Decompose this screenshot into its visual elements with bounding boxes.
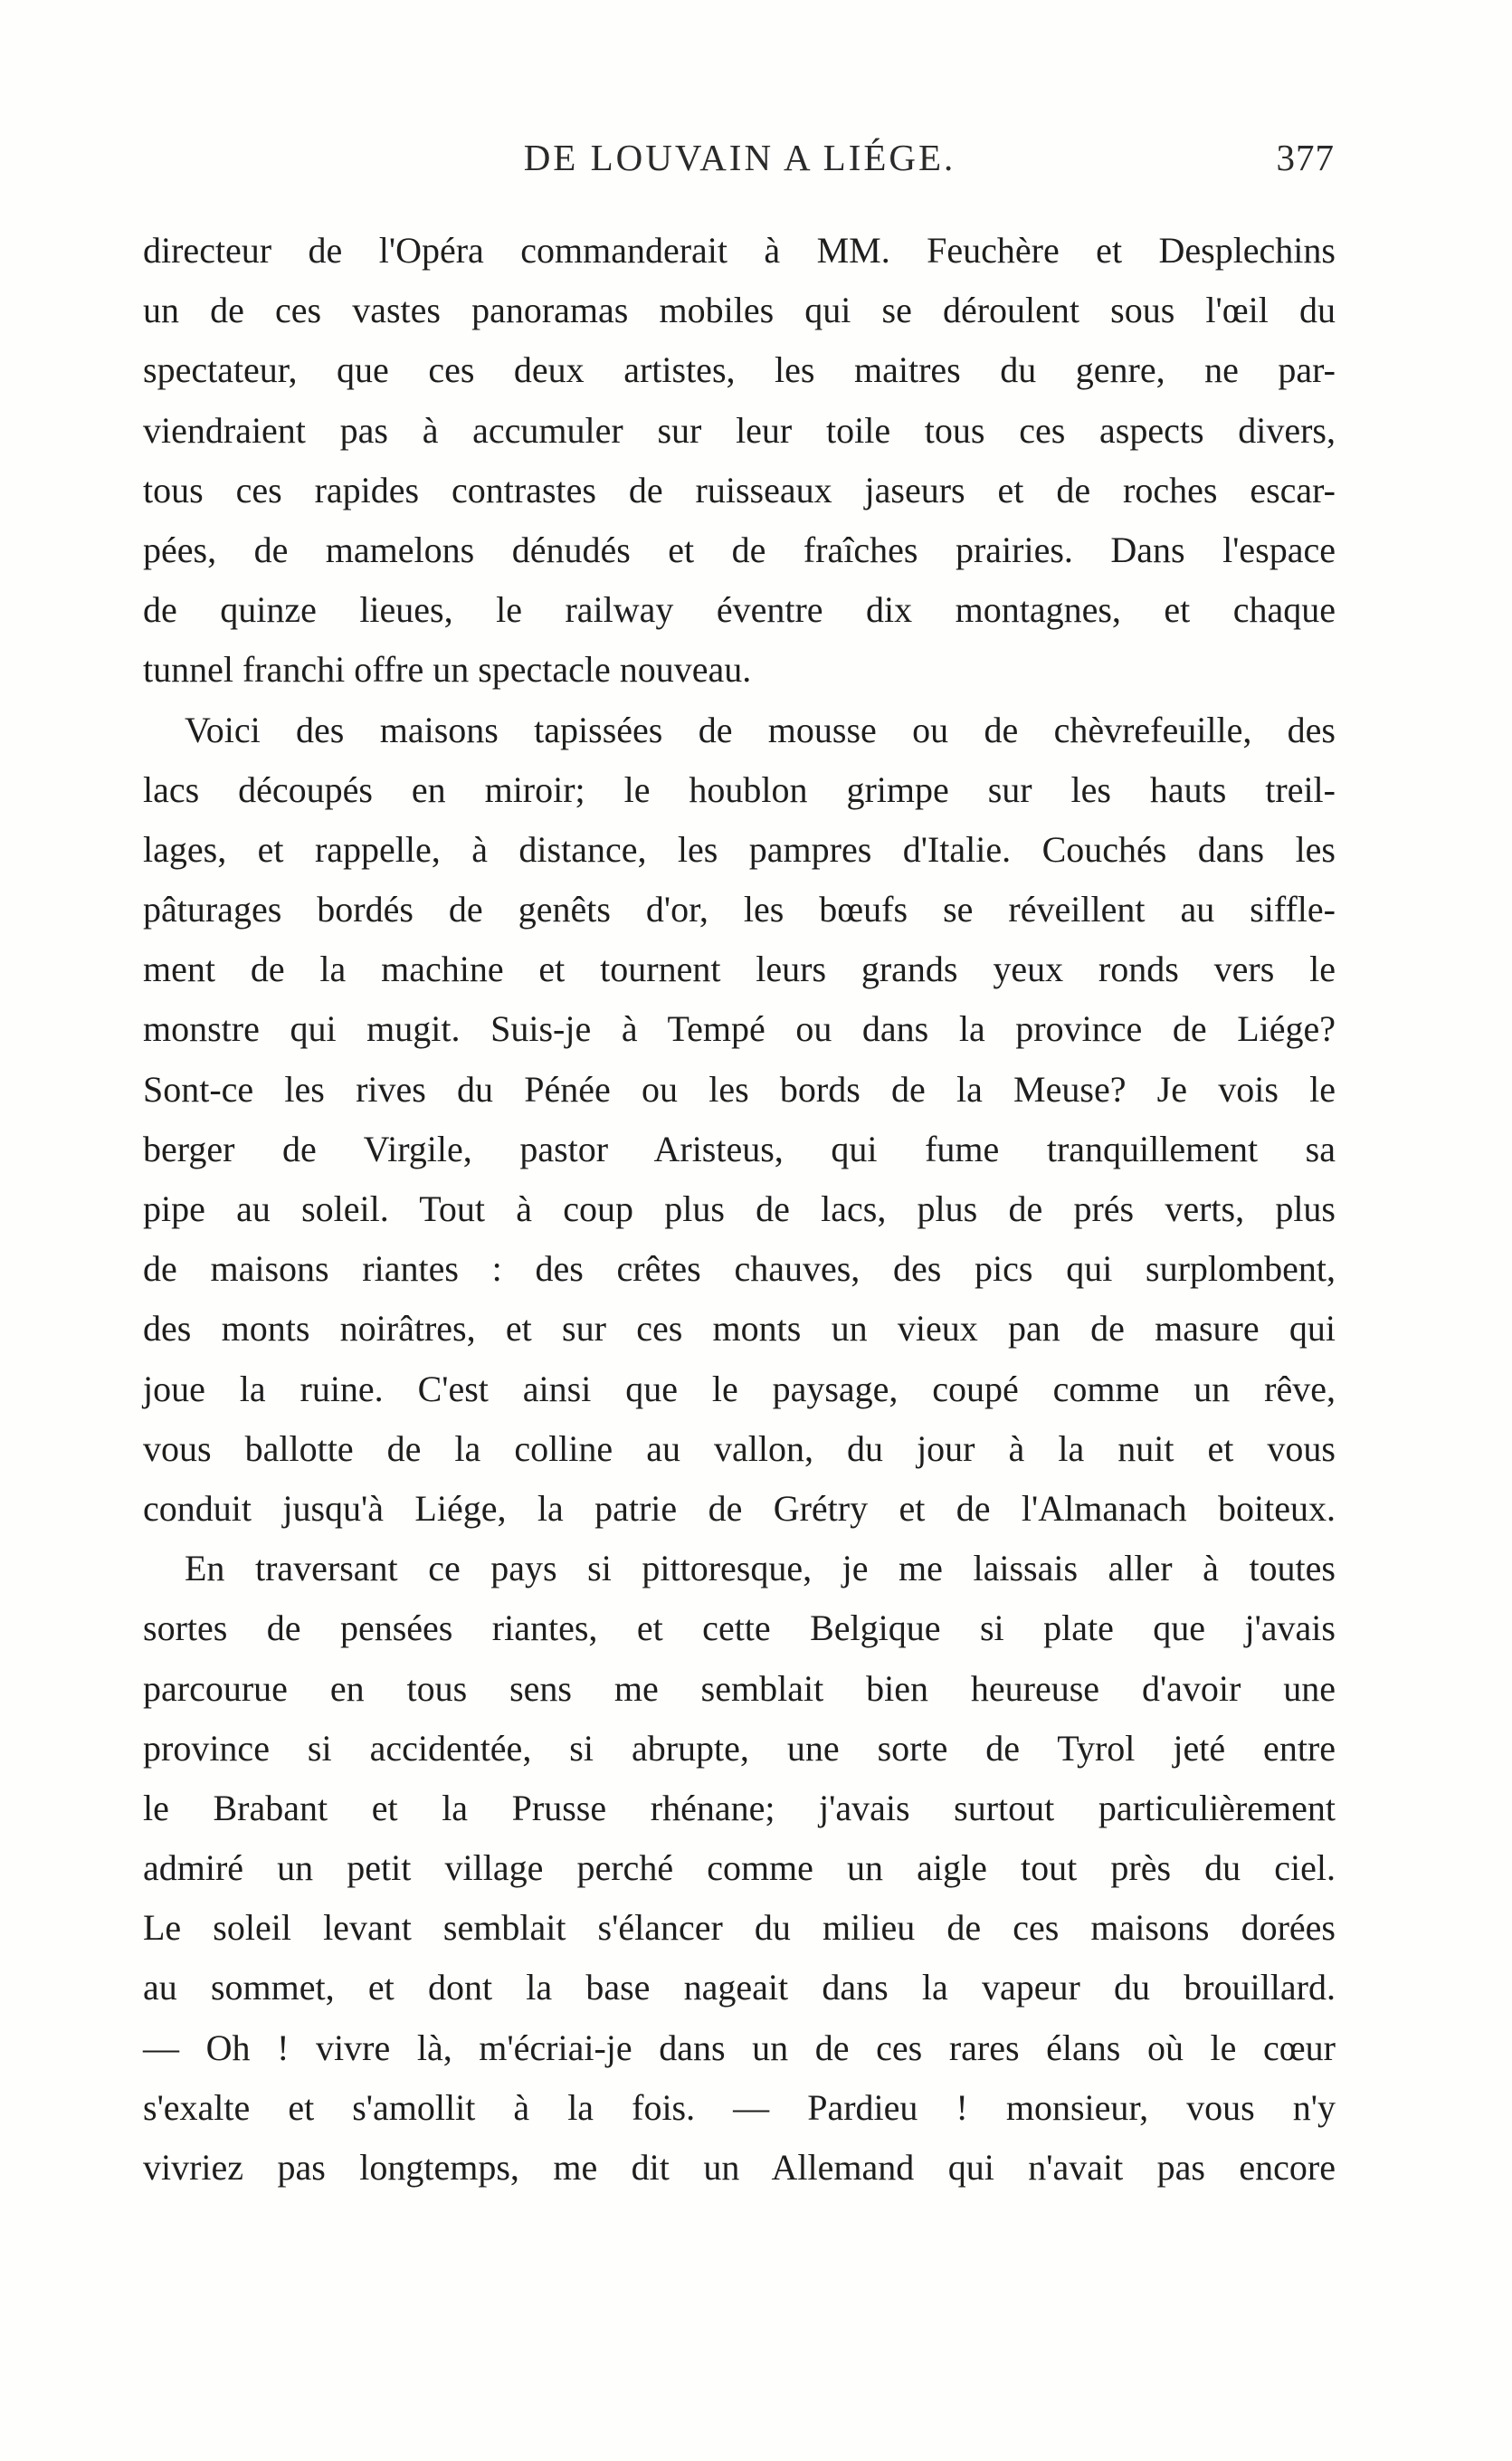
text-line: sortes de pensées riantes, et cette Belgique si plate que j'avais (143, 1607, 1336, 1649)
body-text (143, 221, 1336, 2198)
text-line: spectateur, que ces deux artistes, les maitres du genre, ne par- (143, 349, 1336, 391)
text-line: de quinze lieues, le railway éventre dix montagnes, et chaque (143, 589, 1336, 631)
text-line: admiré un petit village perché comme un aigle tout près du ciel. (143, 1847, 1336, 1889)
text-line: vivriez pas longtemps, me dit un Allemand qui n'avait pas encore (143, 2147, 1336, 2188)
text-line: conduit jusqu'à Liége, la patrie de Grétry et de l'Almanach boiteux. (143, 1487, 1336, 1529)
text-line: des monts noirâtres, et sur ces monts un vieux pan de masure qui (143, 1308, 1336, 1350)
text-line: Voici des maisons tapissées de mousse ou de chèvrefeuille, des (185, 709, 1336, 750)
text-line: joue la ruine. C'est ainsi que le paysage, coupé comme un rêve, (143, 1368, 1336, 1409)
text-line: — Oh ! vivre là, m'écriai-je dans un de ces rares élans où le cœur (143, 2027, 1336, 2068)
text-line: tunnel franchi offre un spectacle nouveau. (143, 649, 752, 691)
text-line: de maisons riantes : des crêtes chauves, des pics qui surplombent, (143, 1248, 1336, 1290)
text-line: directeur de l'Opéra commanderait à MM. Feuchère et Desplechins (143, 230, 1336, 271)
paragraph-2 (143, 701, 1336, 1540)
text-line: viendraient pas à accumuler sur leur toile tous ces aspects divers, (143, 409, 1336, 451)
text-line: au sommet, et dont la base nageait dans la vapeur du brouillard. (143, 1967, 1336, 2008)
page-number: 377 (1276, 137, 1335, 178)
text-line: vous ballotte de la colline au vallon, du jour à la nuit et vous (143, 1427, 1336, 1469)
running-title: DE LOUVAIN A LIÉGE. (523, 137, 956, 178)
paragraph-3 (143, 1539, 1336, 2198)
text-line: parcourue en tous sens me semblait bien heureuse d'avoir une (143, 1667, 1336, 1709)
text-line: pées, de mamelons dénudés et de fraîches prairies. Dans l'espace (143, 529, 1336, 570)
text-line: monstre qui mugit. Suis-je à Tempé ou dans la province de Liége? (143, 1008, 1336, 1050)
text-line: berger de Virgile, pastor Aristeus, qui fume tranquillement sa (143, 1128, 1336, 1169)
text-line: Le soleil levant semblait s'élancer du milieu de ces maisons dorées (143, 1907, 1336, 1949)
text-line: Sont-ce les rives du Pénée ou les bords de la Meuse? Je vois le (143, 1068, 1336, 1110)
text-line: lages, et rappelle, à distance, les pampres d'Italie. Couchés dans les (143, 828, 1336, 870)
text-line: le Brabant et la Prusse rhénane; j'avais surtout particulièrement (143, 1787, 1336, 1828)
text-line: ment de la machine et tournent leurs grands yeux ronds vers le (143, 949, 1336, 990)
text-line: tous ces rapides contrastes de ruisseaux jaseurs et de roches escar- (143, 469, 1336, 510)
text-line: un de ces vastes panoramas mobiles qui se déroulent sous l'œil du (143, 290, 1336, 331)
text-line: En traversant ce pays si pittoresque, je me laissais aller à toutes (185, 1548, 1336, 1589)
text-line: lacs découpés en miroir; le houblon grimpe sur les hauts treil- (143, 768, 1336, 810)
text-line: pâturages bordés de genêts d'or, les bœufs se réveillent au siffle- (143, 889, 1336, 930)
paragraph-1 (143, 221, 1336, 701)
text-line: s'exalte et s'amollit à la fois. — Pardieu ! monsieur, vous n'y (143, 2086, 1336, 2128)
running-head (145, 136, 1335, 190)
text-line: province si accidentée, si abrupte, une sorte de Tyrol jeté entre (143, 1727, 1336, 1769)
text-line: pipe au soleil. Tout à coup plus de lacs, plus de prés verts, plus (143, 1188, 1336, 1229)
